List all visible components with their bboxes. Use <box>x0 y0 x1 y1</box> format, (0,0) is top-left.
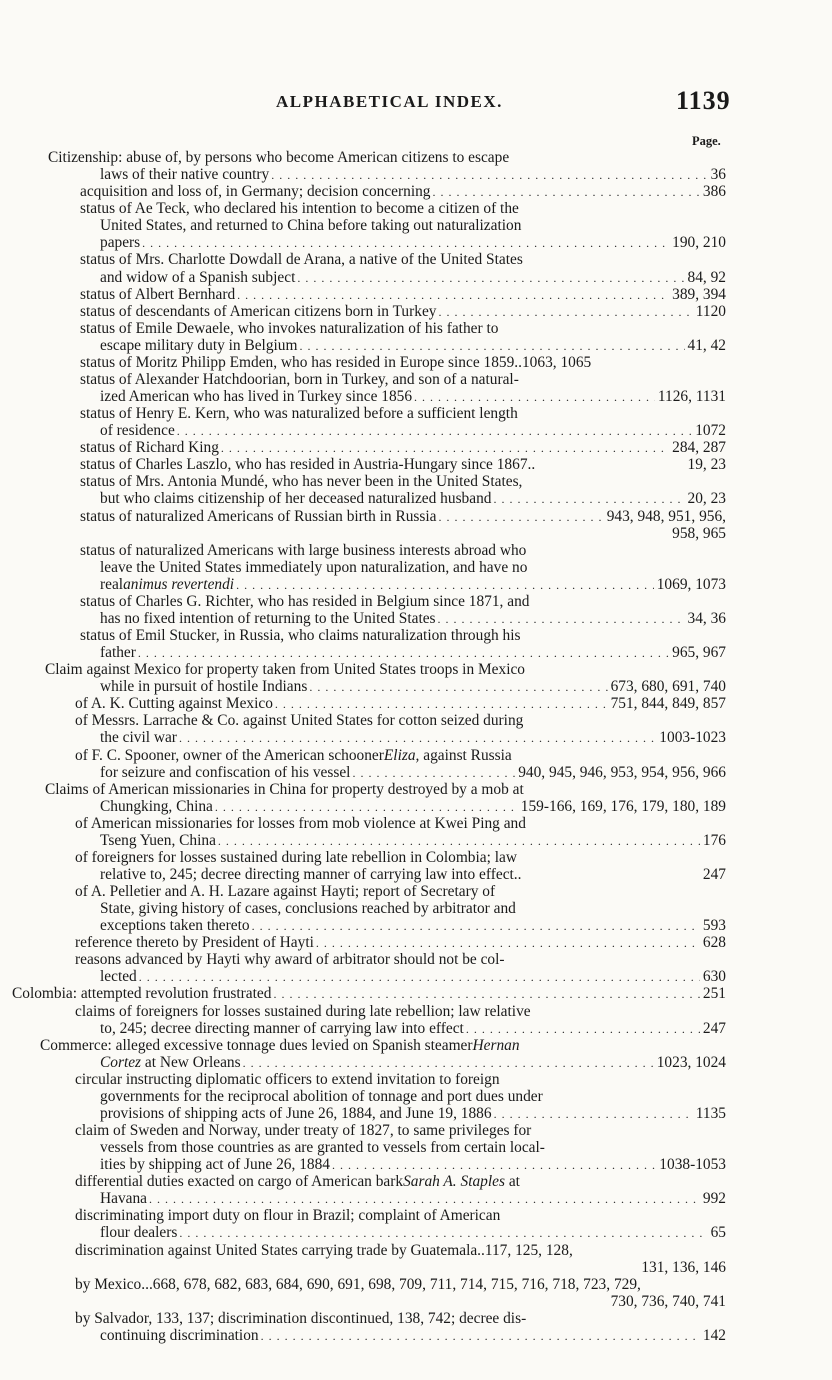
dot-leader <box>492 1106 693 1123</box>
entry-text: status of Albert Bernhard <box>80 285 236 303</box>
index-line <box>100 1156 726 1173</box>
entry-text: 958, 965 <box>672 524 726 542</box>
page-reference: 190, 210 <box>672 234 726 252</box>
dot-leader <box>241 1055 654 1072</box>
index-line <box>80 593 529 610</box>
entry-text: differential duties exacted on cargo of American bark <box>75 1173 404 1191</box>
index-line <box>100 1088 543 1105</box>
entry-text: lected <box>100 968 137 986</box>
page-reference: 41, 42 <box>687 336 726 354</box>
entry-text: escape military duty in Belgium <box>100 336 298 354</box>
entry-text: by Mexico...668, 678, 682, 683, 684, 690, 691, 698, 709, 711, 714, 715, 716, 718, 723, 729, <box>75 1275 641 1293</box>
entry-text: papers <box>100 234 141 252</box>
entry-text: reasons advanced by Hayti why award of arbitrator should not be col- <box>75 951 505 969</box>
index-line <box>100 644 726 661</box>
index-line <box>100 1020 726 1037</box>
entry-text: provisions of shipping acts of June 26, 1884, and June 19, 1886 <box>100 1104 492 1122</box>
index-line <box>100 729 726 746</box>
entry-text: of residence <box>100 422 175 440</box>
entry-text: ized American who has lived in Turkey since 1856 <box>100 388 413 405</box>
entry-text: Citizenship: abuse of, by persons who become American citizens to escape <box>48 149 510 166</box>
index-line <box>80 286 726 303</box>
index-line <box>80 456 726 473</box>
index-line <box>100 269 726 286</box>
entry-text-continued: at <box>504 1173 520 1191</box>
page-reference: 36 <box>710 166 726 184</box>
entry-text: governments for the reciprocal abolition of tonnage and port dues under <box>100 1087 543 1105</box>
entry-text: Colombia: attempted revolution frustrated <box>12 985 272 1003</box>
index-line <box>0 1259 726 1276</box>
page-reference: 386 <box>702 183 726 201</box>
index-line <box>100 678 726 695</box>
index-line <box>100 217 521 234</box>
page-reference: 1069, 1073 <box>656 575 726 593</box>
page-reference: 34, 36 <box>687 609 726 627</box>
index-line <box>80 508 726 525</box>
index-line <box>75 1276 641 1293</box>
index-line <box>75 1310 526 1327</box>
entry-text: for seizure and confiscation of his vessel <box>100 763 351 781</box>
entry-text: 730, 736, 740, 741 <box>610 1292 726 1310</box>
page-reference: 1003-1023 <box>659 729 726 747</box>
index-line <box>75 849 517 866</box>
running-head <box>0 86 832 120</box>
page-reference: 1038-1053 <box>659 1156 726 1174</box>
dot-leader <box>412 389 655 406</box>
entry-text: 131, 136, 146 <box>641 1258 726 1276</box>
entry-text: Claims of American missionaries in China for property destroyed by a mob at <box>45 780 524 798</box>
entry-text: to, 245; decree directing manner of carrying law into effect <box>100 1019 464 1037</box>
dot-leader <box>234 577 654 594</box>
dot-leader <box>273 696 608 713</box>
dot-leader <box>147 1191 700 1208</box>
page-reference: 630 <box>702 968 726 986</box>
index-line <box>100 559 527 576</box>
entry-text: status of Mrs. Charlotte Dowdall de Arana, a native of the United States <box>80 251 523 269</box>
page-reference: 940, 945, 946, 953, 954, 956, 966 <box>518 763 726 781</box>
index-line <box>100 1105 726 1122</box>
entry-italic-text: Hernan <box>472 1036 520 1054</box>
index-line <box>80 354 591 371</box>
page-title: ALPHABETICAL INDEX. <box>276 92 503 111</box>
entry-text: status of Mrs. Antonia Mundé, who has never been in the United States, <box>80 473 523 491</box>
dot-leader <box>213 799 518 816</box>
entry-text: status of Alexander Hatchdoorian, born in Turkey, and son of a natural- <box>80 370 519 388</box>
entry-text: father <box>100 644 136 661</box>
dot-leader <box>177 730 656 747</box>
entry-text-continued: at New Orleans <box>141 1053 241 1071</box>
index-line <box>100 576 726 593</box>
dot-leader <box>350 765 515 782</box>
dot-leader <box>177 1225 707 1242</box>
entry-text: of F. C. Spooner, owner of the American schooner <box>75 746 384 764</box>
page-reference: 389, 394 <box>672 285 726 303</box>
dot-leader <box>175 423 692 440</box>
index-line <box>100 764 726 781</box>
dot-leader <box>250 918 700 935</box>
entry-text: Havana <box>100 1190 147 1208</box>
index-line <box>80 320 498 337</box>
index-line <box>100 1139 545 1156</box>
entry-text: by Salvador, 133, 137; discrimination discontinued, 138, 742; decree dis- <box>75 1309 527 1327</box>
index-line <box>45 781 524 798</box>
entry-text: status of Charles G. Richter, who has resided in Belgium since 1871, and <box>80 592 530 610</box>
page-number: 1139 <box>676 86 731 115</box>
entry-text: but who claims citizenship of her deceased naturalized husband <box>100 490 492 508</box>
entry-text: acquisition and loss of, in Germany; decision concerning <box>80 183 431 201</box>
page-reference: 159-166, 169, 176, 179, 180, 189 <box>520 797 726 815</box>
entry-text: Commerce: alleged excessive tonnage dues levied on Spanish steamer <box>40 1036 473 1054</box>
entry-text: State, giving history of cases, conclusions reached by arbitrator and <box>100 900 516 918</box>
index-line <box>100 900 516 917</box>
entry-text: ities by shipping act of June 26, 1884 <box>100 1156 330 1174</box>
entry-text: and widow of a Spanish subject <box>100 268 296 286</box>
entry-text: laws of their native country <box>100 166 270 184</box>
page-reference: 1023, 1024 <box>656 1053 726 1071</box>
entry-text: leave the United States immediately upon naturalization, and have no <box>100 558 528 576</box>
entry-text: claims of foreigners for losses sustained during late rebellion; law relative <box>75 1002 531 1020</box>
entry-text: real <box>100 575 124 593</box>
index-line <box>75 951 505 968</box>
page-reference: 1135 <box>695 1104 726 1122</box>
entry-text: status of naturalized Americans of Russian birth in Russia <box>80 507 437 525</box>
index-line <box>100 388 726 405</box>
page-reference: 84, 92 <box>687 268 726 286</box>
page-column-label: Page. <box>692 134 721 148</box>
entry-text-continued: against Russia <box>419 746 512 764</box>
entry-text: has no fixed intention of returning to the United States <box>100 609 436 627</box>
index-line <box>75 1173 520 1190</box>
entry-text: Tseng Yuen, China <box>100 831 216 849</box>
page-reference: 628 <box>702 934 726 952</box>
entry-italic-text: Sarah A. Staples <box>403 1173 505 1191</box>
index-line <box>80 405 518 422</box>
dot-leader <box>437 509 604 526</box>
dot-leader <box>491 491 684 508</box>
index-line <box>100 866 726 883</box>
dot-leader <box>271 986 699 1003</box>
entry-text: continuing discrimination <box>100 1326 259 1344</box>
page-reference: 593 <box>702 917 726 935</box>
entry-text: vessels from those countries as are granted to vessels from certain local- <box>100 1139 545 1157</box>
page-reference: 943, 948, 951, 956, <box>606 507 726 525</box>
dot-leader <box>137 969 700 986</box>
index-line <box>100 917 726 934</box>
index-line <box>80 251 523 268</box>
entry-text: Claim against Mexico for property taken from United States troops in Mexico <box>45 661 525 679</box>
dot-leader <box>436 611 685 628</box>
entry-text: claim of Sweden and Norway, under treaty of 1827, to same privileges for <box>75 1122 532 1139</box>
dot-leader <box>136 645 669 662</box>
index-line <box>0 525 726 542</box>
page-reference: 19, 23 <box>687 456 726 474</box>
entry-text: status of naturalized Americans with large business interests abroad who <box>80 541 527 559</box>
index-line <box>100 1224 726 1241</box>
dot-leader <box>295 270 684 287</box>
index-line <box>80 542 526 559</box>
dot-leader <box>297 338 684 355</box>
index-line <box>75 1207 500 1224</box>
page-reference: 247 <box>702 865 726 883</box>
index-line <box>100 1054 726 1071</box>
index-line <box>75 1071 500 1088</box>
entry-italic-text: Eliza, <box>383 746 420 764</box>
index-line <box>100 832 726 849</box>
entry-text: status of Charles Laszlo, who has resided in Austria-Hungary since 1867.. <box>80 456 536 474</box>
entry-text: status of Moritz Philipp Emden, who has resided in Europe since 1859..1063, 1065 <box>80 353 592 371</box>
dot-leader <box>330 1157 656 1174</box>
entry-text: of Messrs. Larrache & Co. against United States for cotton seized during <box>75 712 524 730</box>
dot-leader <box>307 679 607 696</box>
entry-text: of foreigners for losses sustained during late rebellion in Colombia; law <box>75 848 517 866</box>
index-line <box>48 149 509 166</box>
index-line <box>80 627 521 644</box>
index-line <box>100 234 726 251</box>
dot-leader <box>436 304 692 321</box>
index-line <box>80 200 519 217</box>
index-line <box>80 183 726 200</box>
index-line <box>75 712 523 729</box>
index-line <box>75 695 726 712</box>
entry-text: status of Ae Teck, who declared his intention to become a citizen of the <box>80 200 519 218</box>
index-line <box>75 815 526 832</box>
index-line <box>100 422 726 439</box>
index-line <box>75 934 726 951</box>
index-line <box>75 1242 573 1259</box>
page-reference: 1126, 1131 <box>657 388 726 405</box>
entry-text: circular instructing diplomatic officers to extend invitation to foreign <box>75 1070 500 1088</box>
index-line <box>12 985 726 1002</box>
entry-text: status of Richard King <box>80 439 219 457</box>
index-line <box>40 1037 520 1054</box>
dot-leader <box>430 184 699 201</box>
entry-text: status of descendants of American citizens born in Turkey <box>80 302 437 320</box>
index-line <box>100 610 726 627</box>
entry-text: the civil war <box>100 729 177 747</box>
dot-leader <box>314 935 700 952</box>
entry-italic-text: animus revertendi <box>123 575 235 593</box>
page-reference: 142 <box>702 1326 726 1344</box>
index-line <box>100 968 726 985</box>
page-reference: 251 <box>702 985 726 1003</box>
index-line <box>80 303 726 320</box>
dot-leader <box>259 1328 700 1345</box>
dot-leader <box>216 833 700 850</box>
page-reference: 673, 680, 691, 740 <box>610 678 726 696</box>
index-line <box>100 490 726 507</box>
page-reference: 20, 23 <box>687 490 726 508</box>
index-line <box>100 337 726 354</box>
page-reference: 1072 <box>695 422 726 440</box>
entry-text: discrimination against United States carrying trade by Guatemala..117, 125, 128, <box>75 1241 573 1259</box>
entry-text: United States, and returned to China before taking out naturalization <box>100 217 522 235</box>
entry-text: reference thereto by President of Hayti <box>75 934 314 952</box>
dot-leader <box>219 440 669 457</box>
page-reference: 176 <box>702 831 726 849</box>
entry-text: exceptions taken thereto <box>100 917 250 935</box>
entry-text: status of Emil Stucker, in Russia, who claims naturalization through his <box>80 627 521 644</box>
entry-text: status of Henry E. Kern, who was naturalized before a sufficient length <box>80 405 518 423</box>
entry-text: discriminating import duty on flour in Brazil; complaint of American <box>75 1207 501 1225</box>
index-line <box>0 1293 726 1310</box>
dot-leader <box>140 235 669 252</box>
entry-text: of A. K. Cutting against Mexico <box>75 695 273 713</box>
dot-leader <box>235 287 669 304</box>
page-reference: 65 <box>710 1224 726 1242</box>
page-reference: 1120 <box>695 302 726 320</box>
index-line <box>80 473 522 490</box>
page-reference: 247 <box>702 1019 726 1037</box>
entry-text: flour dealers <box>100 1224 178 1242</box>
entry-text: relative to, 245; decree directing manner of carrying law into effect.. <box>100 865 522 883</box>
index-line <box>100 166 726 183</box>
entry-text: of A. Pelletier and A. H. Lazare against Hayti; report of Secretary of <box>75 883 496 900</box>
entry-text: while in pursuit of hostile Indians <box>100 678 308 696</box>
entry-text: Chungking, China <box>100 797 213 815</box>
index-line <box>80 439 726 456</box>
index-line <box>45 661 525 678</box>
page-reference: 751, 844, 849, 857 <box>610 695 726 713</box>
index-line <box>100 798 726 815</box>
index-line <box>75 883 495 900</box>
index-line <box>75 1122 531 1139</box>
index-line <box>80 371 519 388</box>
dot-leader <box>464 1021 700 1038</box>
page-reference: 965, 967 <box>672 644 726 661</box>
entry-text: status of Emile Dewaele, who invokes naturalization of his father to <box>80 319 499 337</box>
entry-italic-text: Cortez <box>100 1053 142 1071</box>
index-line <box>75 1003 531 1020</box>
page-reference: 992 <box>702 1190 726 1208</box>
index-line <box>100 1190 726 1207</box>
page-reference: 284, 287 <box>672 439 726 457</box>
index-line <box>100 1327 726 1344</box>
dot-leader <box>269 167 707 184</box>
entry-text: of American missionaries for losses from mob violence at Kwei Ping and <box>75 814 526 832</box>
index-line <box>75 747 512 764</box>
